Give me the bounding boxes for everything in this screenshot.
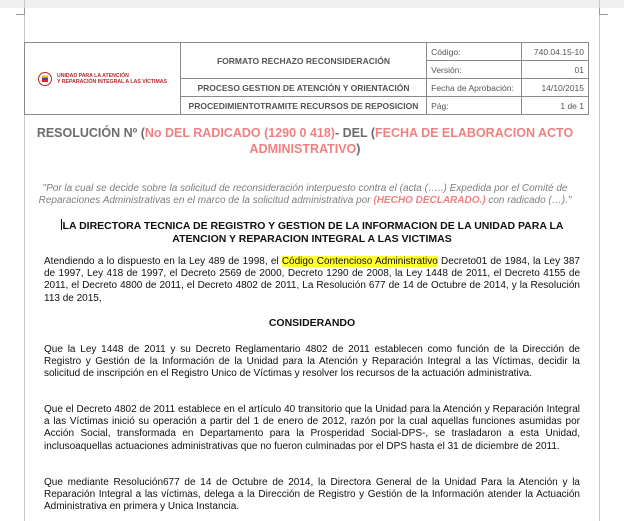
considerando-paragraph-1: Que la Ley 1448 de 2011 y su Decreto Reglamentario 4802 de 2011 establecen como función de la Dirección de Registro y Gestión de la Información de la Unidad para la Atención y Reparación Integral a las Víctimas, decidir la solicitud de inscripción en el Registro Unico de Víctimas y resolver los recursos de la actuación administrativa.	[44, 344, 580, 380]
considerando-paragraph-3: Que mediante Resolución677 de 14 de Octubre de 2014, la Directora General de la Unidad Para la Atención y la Reparación Integral a las víctimas, delega a la Dirección de Registro y Gestión de la Información atender la Actuación Administrativa en primera y Unica Instancia.	[44, 477, 580, 513]
directora-heading	[44, 219, 580, 246]
subtitle-text: "Por la cual se decide sobre la solicitud de reconsideración interpuesto contra el (acta (…..) Expedida por el Comité de Reparaciones Administrativas en el marco de la solicitud administrativa por	[38, 183, 568, 206]
resolution-middle: - DEL (	[334, 126, 376, 140]
pagina-value: 1 de 1	[521, 97, 588, 115]
page-top-shade	[0, 0, 624, 8]
pagina-label: Pág:	[427, 97, 522, 115]
radicado-placeholder: No DEL RADICADO (1290 0 418)	[144, 126, 335, 140]
codigo-value: 740.04.15-10	[521, 43, 588, 61]
text-cursor	[61, 219, 62, 230]
hecho-declarado-placeholder: (HECHO DECLARADO.)	[373, 195, 486, 206]
subtitle-tail: con radicado (…)."	[485, 195, 572, 206]
resolution-prefix: RESOLUCIÓN Nº (	[36, 126, 145, 140]
logo-text-line1: UNIDAD PARA LA ATENCIÓN	[57, 72, 129, 79]
corner-mark-top-right	[599, 14, 608, 15]
highlighted-codigo-contencioso: Código Contencioso Administrativo	[281, 256, 438, 267]
logo-cell	[25, 43, 181, 115]
legal-basis-paragraph	[44, 256, 580, 305]
document-header-table	[24, 42, 589, 115]
fecha-aprobacion-value: 14/10/2015	[521, 79, 588, 97]
p1-after: Decreto01 de 1984, la Ley 387 de 1997, Ley 418 de 1997, el Decreto 2569 de 2000, Decreto 1290 de 2008, la Ley 1448 de 2011, el Decreto 4155 de 2011, el Decreto 4800 de 2011, el Decreto 4802 de 2011, La Resolución 677 de 14 de Octubre de 2014, y la Resolución 113 de 2015,	[44, 256, 580, 304]
unidad-victimas-logo	[29, 71, 176, 87]
format-title: FORMATO RECHAZO RECONSIDERACIÓN	[180, 43, 426, 79]
process-name: PROCESO GESTION DE ATENCIÓN Y ORIENTACIÓN	[180, 79, 426, 97]
considerando-heading: CONSIDERANDO	[268, 317, 356, 329]
resolution-suffix: )	[356, 142, 361, 156]
coat-of-arms-icon	[37, 71, 53, 87]
corner-mark-top-left-v	[24, 8, 25, 15]
fecha-aprobacion-label: Fecha de Aprobación:	[427, 79, 522, 97]
heading-text: LA DIRECTORA TECNICA DE REGISTRO Y GESTION DE LA INFORMACION DE LA UNIDAD PARA LA ATENCION Y REPARACION INTEGRAL A LAS VICTIMAS	[62, 220, 564, 245]
p1-before: Atendiendo a lo dispuesto en la Ley 489 de 1998, el	[44, 256, 282, 267]
version-value: 01	[521, 61, 588, 79]
corner-mark-top-right-v	[599, 8, 600, 15]
codigo-label: Código:	[427, 43, 522, 61]
page-right-edge	[599, 0, 600, 521]
logo-text-line2: Y REPARACIÓN INTEGRAL A LAS VÍCTIMAS	[57, 78, 167, 85]
resolution-title	[30, 125, 580, 157]
resolution-subtitle	[30, 183, 580, 207]
version-label: Versión:	[427, 61, 522, 79]
procedure-name: PROCEDIMIENTOTRAMITE RECURSOS DE REPOSICION	[180, 97, 426, 115]
fecha-acto-placeholder: FECHA DE ELABORACION ACTO ADMINISTRATIVO	[249, 126, 574, 156]
considerando-paragraph-2: Que el Decreto 4802 de 2011 establece en el artículo 40 transitorio que la Unidad para la Atención y Reparación Integral a las Víctimas inició su operación a partir del 1 de enero de 2012, razón por la cual aquellas funciones asumidas por Acción Social, transformada en Departamento para la Prosperidad Social-DPS-, se trasladaron a esta Unidad, inclusoaquellas actuaciones administrativas que no fueron culminadas por el DPS hasta el 31 de diciembre de 2011.	[44, 404, 580, 452]
